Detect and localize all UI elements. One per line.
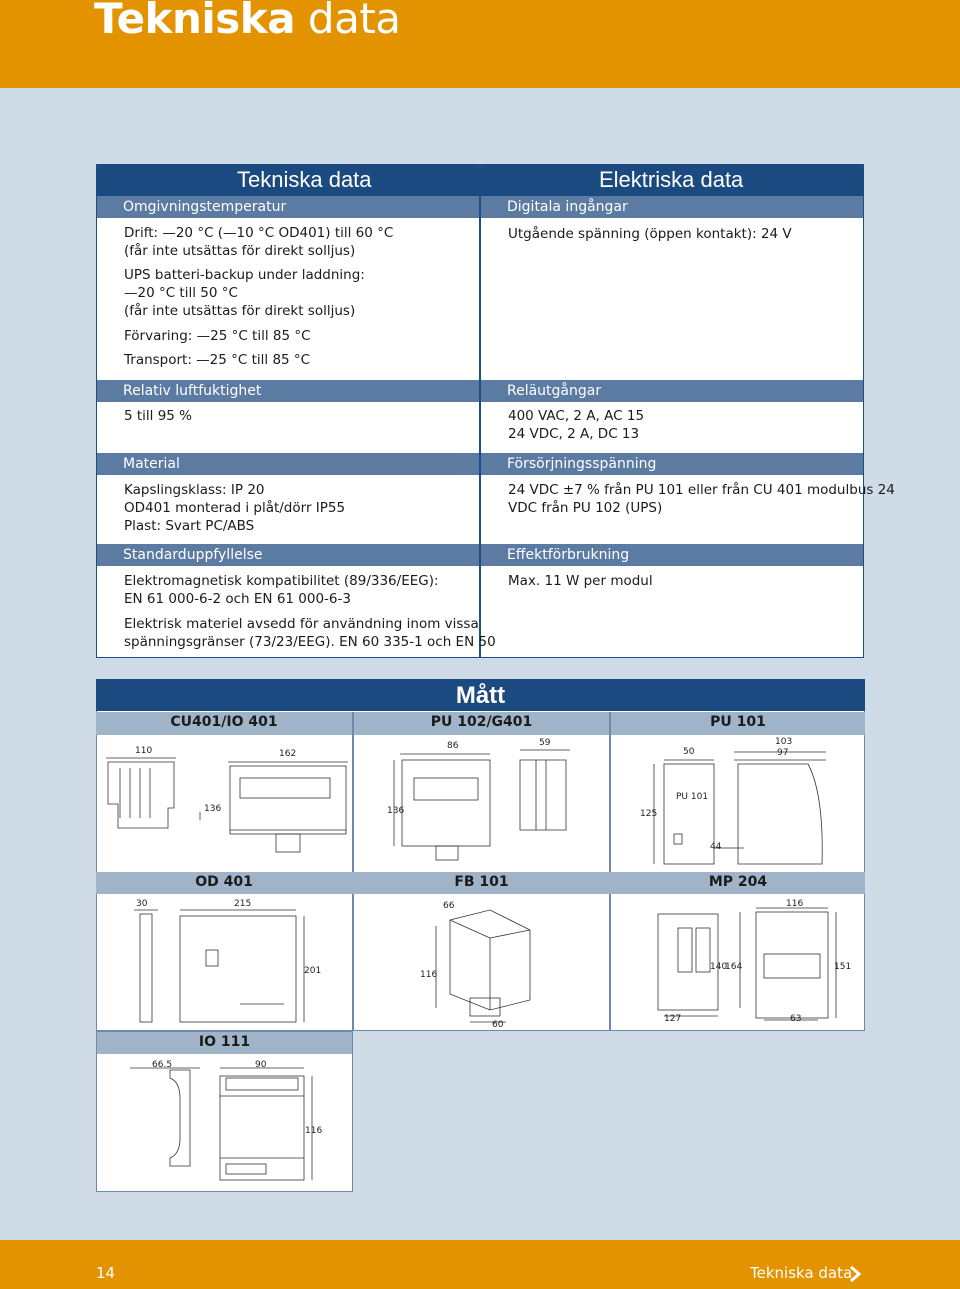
electrical-data-title: Elektriska data [481,164,863,196]
spec-text: (får inte utsättas för direkt solljus) [124,243,356,259]
dim-label: 140 [710,962,728,972]
dim-label: 110 [135,746,153,756]
dim-label: 60 [492,1020,504,1030]
spec-text: spänningsgränser (73/23/EEG). EN 60 335-1 och EN 50 [124,634,496,650]
dim-label: 164 [725,962,743,972]
spec-text: EN 61 000-6-2 och EN 61 000-6-3 [124,591,351,607]
dim-label: 116 [305,1126,323,1136]
dim-label: 44 [710,842,722,852]
dim-cell [609,894,611,1031]
power-consumption-header: Effektförbrukning [481,544,863,566]
spec-text: Kapslingsklass: IP 20 [124,482,265,498]
io111-drawing [100,1058,350,1188]
pu101-drawing [614,738,862,868]
panel-divider [479,164,481,658]
dim-label: 162 [279,749,297,759]
pu101-label: PU 101 [710,714,766,730]
od401-drawing [100,898,350,1028]
cu401-label: CU401/IO 401 [170,714,278,730]
io111-label: IO 111 [198,1034,251,1050]
dim-label: 30 [136,899,148,909]
page-title: Tekniska data [94,0,401,43]
dim-label: 66.5 [152,1060,173,1070]
standards-header: Standarduppfyllelse [97,544,479,566]
pu102-drawing [360,738,605,868]
ambient-temp-header: Omgivningstemperatur [97,196,479,218]
spec-text: (får inte utsättas för direkt solljus) [124,303,356,319]
dim-label: 151 [834,962,852,972]
spec-text: Max. 11 W per modul [508,573,653,589]
od401-label: OD 401 [195,874,253,890]
spec-text: 24 VDC, 2 A, DC 13 [508,426,640,442]
spec-text: 400 VAC, 2 A, AC 15 [508,408,645,424]
dim-label: 136 [387,806,405,816]
material-header: Material [97,453,479,475]
dim-cell [352,712,354,872]
mp204-label: MP 204 [708,874,768,890]
fb101-drawing [360,898,605,1028]
cu401-drawing [100,738,350,868]
dim-label: 86 [447,741,459,751]
dim-label: 50 [683,747,695,757]
pu102-label: PU 102/G401 [430,714,533,730]
dim-label: 116 [420,970,438,980]
spec-text: Utgående spänning (öppen kontakt): 24 V [508,226,792,242]
dim-label: 66 [443,901,455,911]
spec-text: VDC från PU 102 (UPS) [508,500,663,516]
supply-voltage-header: Försörjningsspänning [481,453,863,475]
spec-text: Förvaring: —25 °C till 85 °C [124,328,311,344]
spec-text: 24 VDC ±7 % från PU 101 eller från CU 401 modulbus 24 [508,482,895,498]
dim-label: 201 [304,966,322,976]
tech-data-title: Tekniska data [97,164,479,196]
dim-label: 97 [777,748,789,758]
spec-text: Elektrisk materiel avsedd för användning inom vissa [124,616,479,632]
spec-text: OD401 monterad i plåt/dörr IP55 [124,500,346,516]
fb101-label: FB 101 [454,874,509,890]
spec-text: Plast: Svart PC/ABS [124,518,255,534]
dim-cell [352,894,354,1031]
dim-label: 127 [664,1014,682,1024]
dim-label: 116 [786,899,804,909]
dim-label: PU 101 [676,792,709,802]
spec-text: —20 °C till 50 °C [124,285,238,301]
spec-text: Transport: —25 °C till 85 °C [124,352,311,368]
chevron-right-icon [848,1266,862,1282]
dim-label: 90 [255,1060,267,1070]
spec-text: 5 till 95 % [124,408,193,424]
spec-text: UPS batteri-backup under laddning: [124,267,365,283]
dim-label: 103 [775,737,793,747]
dim-label: 59 [539,738,551,748]
spec-text: Drift: —20 °C (—10 °C OD401) till 60 °C [124,225,394,241]
dimensions-title: Mått [96,679,865,711]
footer-title: Tekniska data [750,1264,853,1282]
dim-label: 215 [234,899,252,909]
digital-inputs-header: Digitala ingångar [481,196,863,218]
dim-label: 136 [204,804,222,814]
dim-cell [609,712,611,872]
humidity-header: Relativ luftfuktighet [97,380,479,402]
relay-outputs-header: Reläutgångar [481,380,863,402]
dim-label: 125 [640,809,658,819]
page-number: 14 [96,1264,116,1282]
spec-text: Elektromagnetisk kompatibilitet (89/336/EEG): [124,573,439,589]
dim-label: 63 [790,1014,802,1024]
